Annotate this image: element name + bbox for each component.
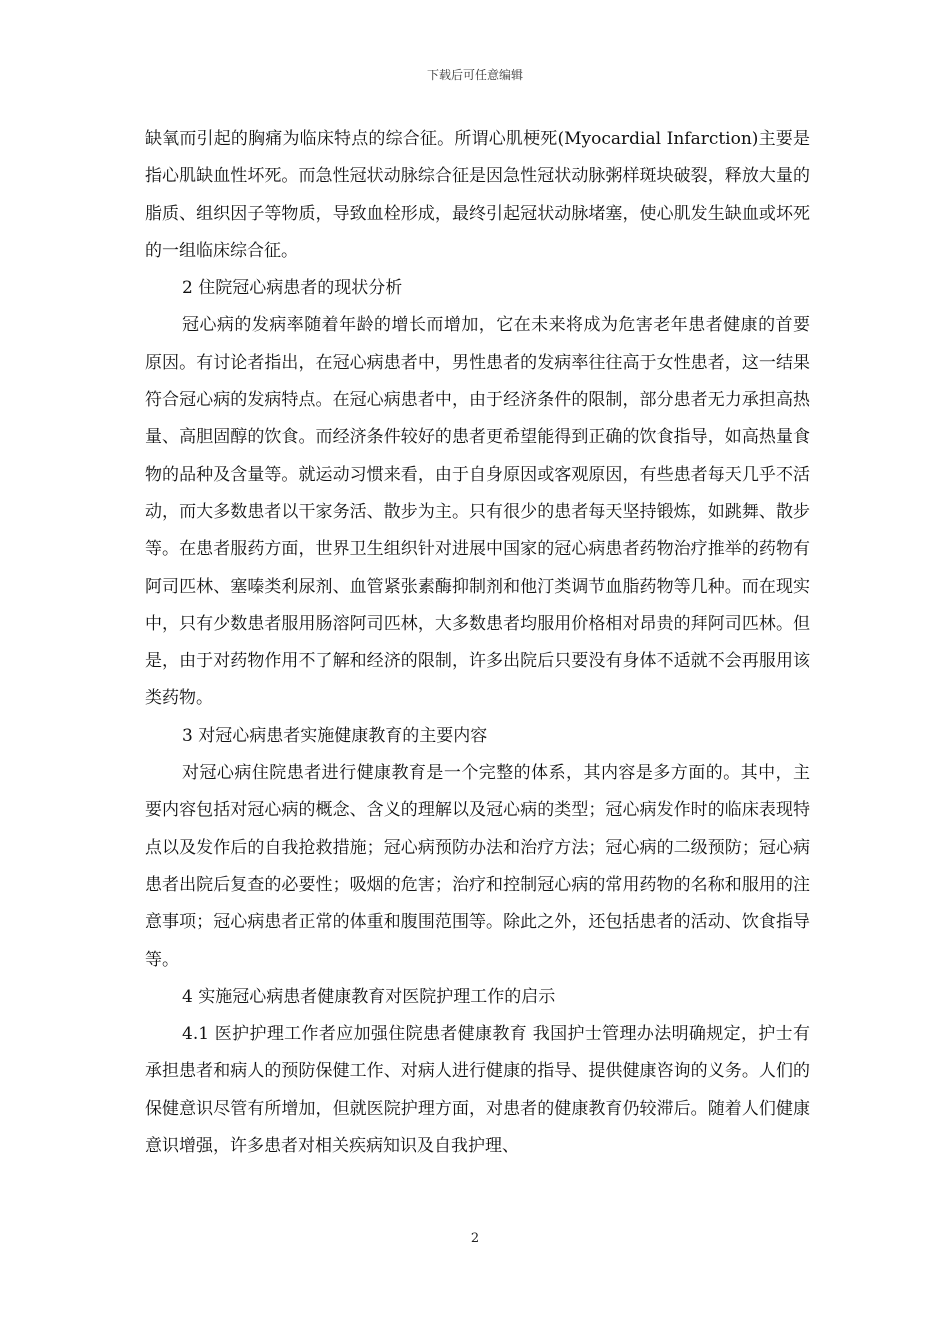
section-heading-2: 2 住院冠心病患者的现状分析 [182,278,403,299]
document-body [145,121,810,1165]
section-heading-3: 3 对冠心病患者实施健康教育的主要内容 [182,725,488,746]
paragraph-section-4-1: 4.1 医护护理工作者应加强住院患者健康教育 我国护士管理办法明确规定，护士有承担患者和病人的预防保健工作、对病人进行健康的指导、提供健康咨询的义务。人们的保健意识尽管有所增加，但就医院护理方面，对患者的健康教育仍较滞后。随着人们健康意识增强，许多患者对相关疾病知识及自我护理、 [145,1024,810,1157]
paragraph-intro-continued: 缺氧而引起的胸痛为临床特点的综合征。所谓心肌梗死(Myocardial Infarction)主要是指心肌缺血性坏死。而急性冠状动脉综合征是因急性冠状动脉粥样斑块破裂，释放大量的脂质、组织因子等物质，导致血栓形成，最终引起冠状动脉堵塞，使心肌发生缺血或坏死的一组临床综合征。 [145,129,810,261]
page-number: 2 [470,1231,480,1246]
paragraph-section-3: 对冠心病住院患者进行健康教育是一个完整的体系，其内容是多方面的。其中，主要内容包括对冠心病的概念、含义的理解以及冠心病的类型；冠心病发作时的临床表现特点以及发作后的自我抢救措施；冠心病预防办法和治疗方法；冠心病的二级预防；冠心病患者出院后复查的必要性；吸烟的危害；治疗和控制冠心病的常用药物的名称和服用的注意事项；冠心病患者正常的体重和腹围范围等。除此之外，还包括患者的活动、饮食指导等。 [145,763,810,970]
section-heading-4: 4 实施冠心病患者健康教育对医院护理工作的启示 [182,986,556,1007]
paragraph-section-2: 冠心病的发病率随着年龄的增长而增加，它在未来将成为危害老年患者健康的首要原因。有讨论者指出，在冠心病患者中，男性患者的发病率往往高于女性患者，这一结果符合冠心病的发病特点。在冠心病患者中，由于经济条件的限制，部分患者无力承担高热量、高胆固醇的饮食。而经济条件较好的患者更希望能得到正确的饮食指导，如高热量食物的品种及含量等。就运动习惯来看，由于自身原因或客观原因，有些患者每天几乎不活动，而大多数患者以干家务活、散步为主。只有很少的患者每天坚持锻炼，如跳舞、散步等。在患者服药方面，世界卫生组织针对进展中国家的冠心病患者药物治疗推举的药物有阿司匹林、塞嗪类利尿剂、血管紧张素酶抑制剂和他汀类调节血脂药物等几种。而在现实中，只有少数患者服用肠溶阿司匹林，大多数患者均服用价格相对昂贵的拜阿司匹林。但是，由于对药物作用不了解和经济的限制，许多出院后只要没有身体不适就不会再服用该类药物。 [145,315,810,709]
page-header: 下载后可任意编辑 [426,68,523,82]
